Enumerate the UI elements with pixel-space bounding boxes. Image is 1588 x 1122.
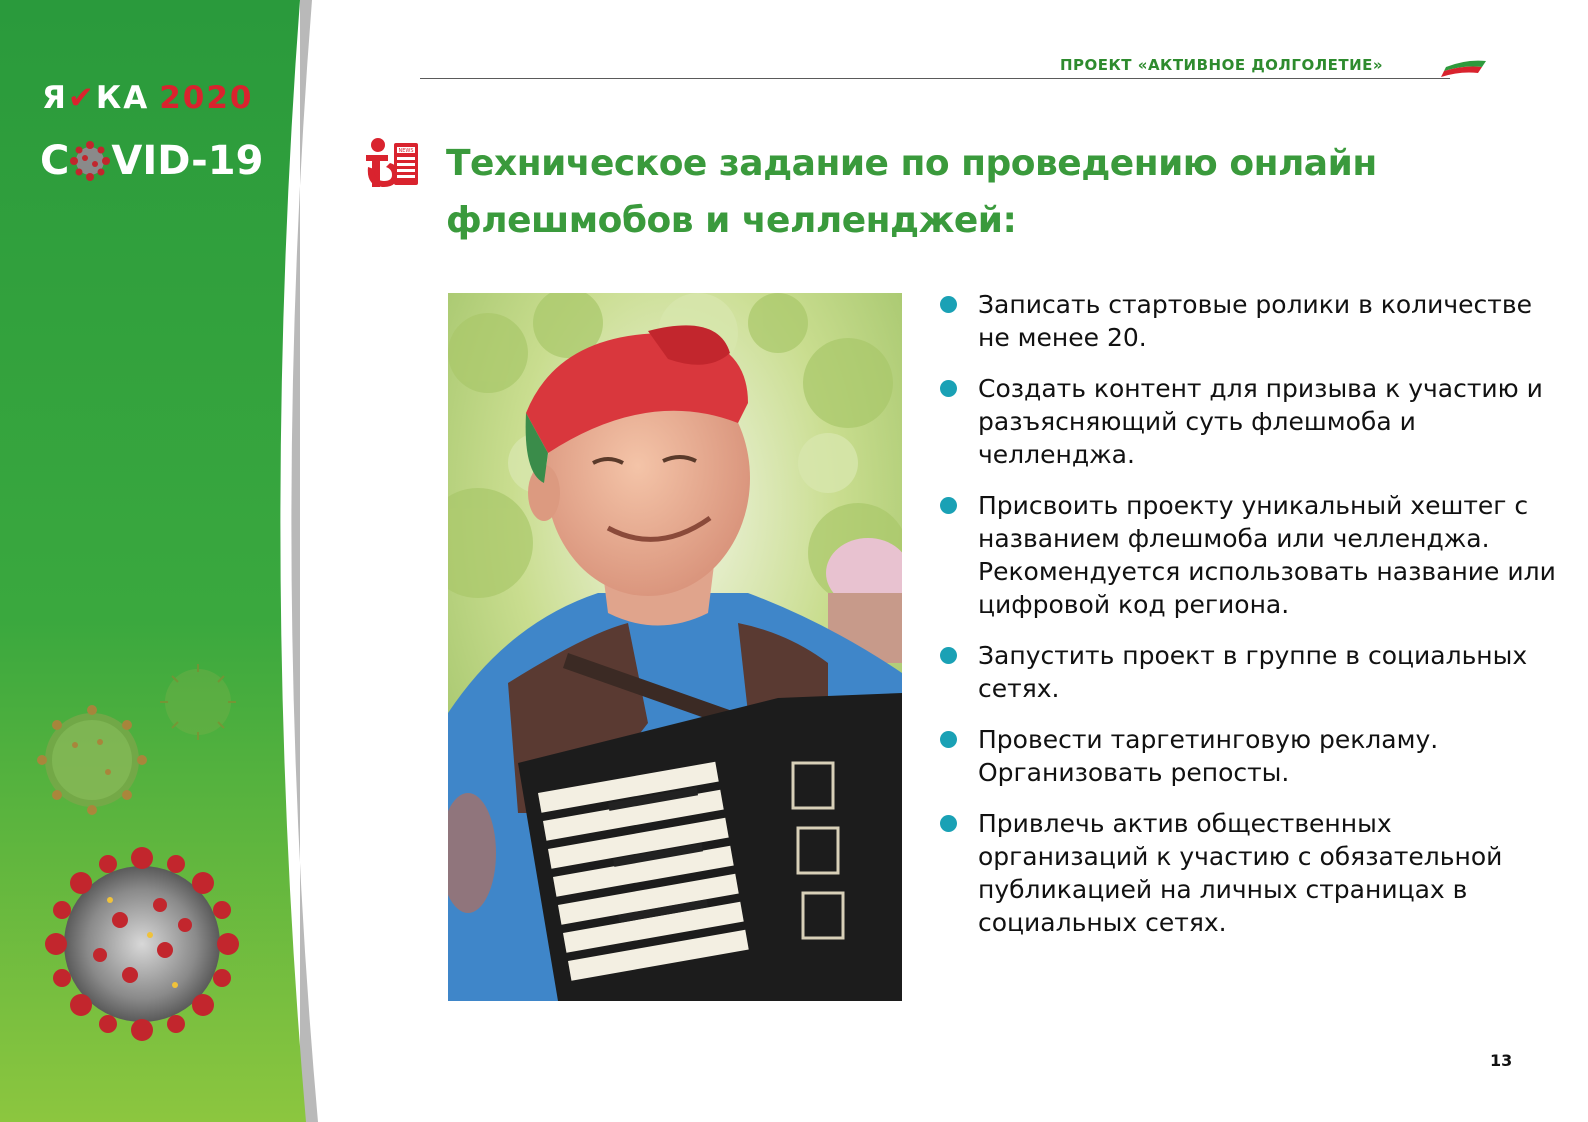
list-item <box>940 288 1560 354</box>
virus-icon <box>37 705 147 815</box>
bullet-dot-icon <box>940 731 957 748</box>
brand-logo-year: 2020 <box>159 80 254 116</box>
brand-logo-yaka <box>42 80 253 116</box>
header-divider <box>420 78 1450 79</box>
page-number: 13 <box>1490 1051 1513 1070</box>
page-title: Техническое задание по проведению онлайн флешмобов и челленджей: <box>446 143 1377 241</box>
list-item <box>940 807 1560 939</box>
brand-logo-covid <box>40 138 263 184</box>
news-person-icon <box>364 137 420 189</box>
bullet-dot-icon <box>940 497 957 514</box>
project-label: ПРОЕКТ «АКТИВНОЕ ДОЛГОЛЕТИЕ» <box>1060 56 1384 74</box>
bullet-dot-icon <box>940 296 957 313</box>
list-item <box>940 372 1560 471</box>
svg-text:NEWS: NEWS <box>398 148 414 154</box>
list-item <box>940 723 1560 789</box>
list-item-text: Записать стартовые ролики в количестве не менее 20. <box>978 290 1532 352</box>
task-list <box>940 288 1560 957</box>
covid-prefix: C <box>40 138 70 184</box>
list-item-text: Создать контент для призыва к участию и разъясняющий суть флешмоба и челленджа. <box>978 374 1543 469</box>
bullet-dot-icon <box>940 647 957 664</box>
bullet-dot-icon <box>940 815 957 832</box>
list-item-text: Провести таргетинговую рекламу. Организовать репосты. <box>978 725 1439 787</box>
brand-logo-prefix: Я <box>42 80 68 116</box>
virus-icon <box>45 847 239 1041</box>
elderly-accordion-player-photo <box>448 293 902 1001</box>
list-item-text: Присвоить проекту уникальный хештег с названием флешмоба или челленджа. Рекомендуется использовать название или цифровой код региона. <box>978 491 1556 619</box>
list-item-text: Запустить проект в группе в социальных сетях. <box>978 641 1528 703</box>
checkmark-icon: ✔ <box>67 80 96 116</box>
list-item <box>940 489 1560 621</box>
bullet-dot-icon <box>940 380 957 397</box>
covid-suffix: VID-19 <box>111 138 264 184</box>
list-item <box>940 639 1560 705</box>
virus-icon <box>70 141 110 181</box>
brand-logo-suffix: КА <box>95 80 150 116</box>
flag-icon <box>1438 57 1488 79</box>
list-item-text: Привлечь актив общественных организаций к участию с обязательной публикацией на личных страницах в социальных сетях. <box>978 809 1503 937</box>
